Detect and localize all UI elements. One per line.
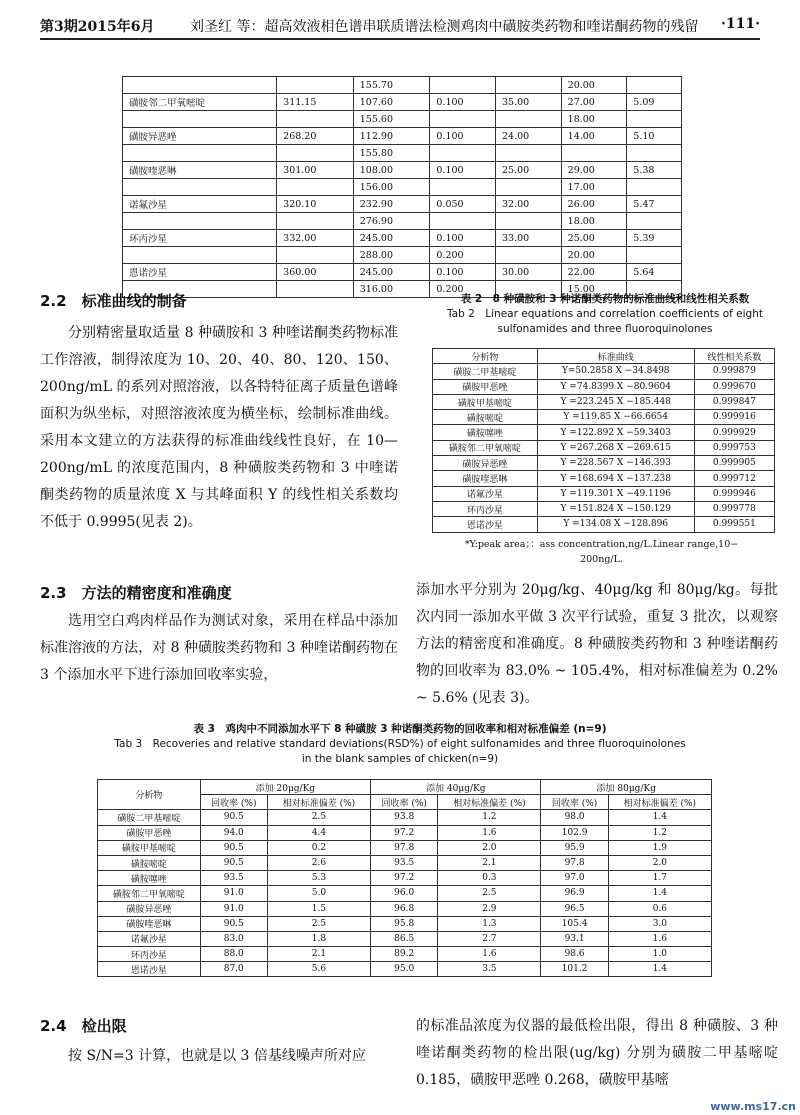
table-cell: Y =122.892 X −59.3403 — [537, 425, 694, 440]
table-cell — [496, 145, 562, 162]
table-1-row — [123, 128, 682, 145]
table-1-row — [123, 77, 682, 94]
table-cell: 155.70 — [353, 77, 430, 94]
table-cell: 0.100 — [430, 230, 496, 247]
table-3-caption-cn: 表 3 鸡肉中不同添加水平下 8 种磺胺 3 种诺酮类药物的回收率和相对标准偏差 (n=9) — [193, 723, 607, 735]
table-cell: 1.0 — [608, 947, 711, 962]
table-cell: 磺胺甲基嘧啶 — [98, 840, 201, 855]
table-cell: 0.999879 — [694, 364, 774, 379]
table-cell: 0.200 — [430, 281, 496, 298]
table-cell: 1.8 — [267, 931, 370, 946]
table-cell: 0.999551 — [694, 517, 774, 532]
table-cell: 磺胺喹恶啉 — [433, 471, 538, 486]
table-cell: 97.0 — [541, 871, 608, 886]
table-cell — [627, 145, 682, 162]
table-cell: 0.999670 — [694, 379, 774, 394]
table-cell: 3.5 — [438, 962, 541, 977]
table-cell: 0.999753 — [694, 440, 774, 455]
table-3-row — [98, 901, 712, 916]
table-cell: 91.0 — [200, 886, 267, 901]
table-cell: 98.6 — [541, 947, 608, 962]
table-cell: 101.2 — [541, 962, 608, 977]
table-1-row — [123, 111, 682, 128]
table-cell — [627, 111, 682, 128]
table-cell: 1.5 — [267, 901, 370, 916]
table-cell: 27.00 — [561, 94, 627, 111]
table-2-row — [433, 394, 775, 409]
table-cell: 32.00 — [496, 196, 562, 213]
table-cell: 0.050 — [430, 196, 496, 213]
table-cell: 102.9 — [541, 825, 608, 840]
table-cell: 108.00 — [353, 162, 430, 179]
table-cell: 0.999916 — [694, 410, 774, 425]
table-cell: 磺胺噻唑 — [433, 425, 538, 440]
table-cell: 18.00 — [561, 213, 627, 230]
table-cell: 96.8 — [371, 901, 438, 916]
table-cell: 磺胺二甲基嘧啶 — [98, 810, 201, 825]
t3-sub-recovery: 回收率 (%) — [541, 795, 608, 810]
table-cell: 磺胺甲恶唑 — [433, 379, 538, 394]
table-cell: 332.00 — [277, 230, 354, 247]
table-cell — [430, 77, 496, 94]
table-cell: 156.00 — [353, 179, 430, 196]
table-cell: 2.0 — [438, 840, 541, 855]
table-2-row — [433, 410, 775, 425]
table-2 — [432, 348, 775, 533]
table-cell: 0.999905 — [694, 456, 774, 471]
table-3-caption — [40, 722, 760, 767]
table-cell: 磺胺甲恶唑 — [98, 825, 201, 840]
table-cell: 89.2 — [371, 947, 438, 962]
table-cell: 91.0 — [200, 901, 267, 916]
section-2-3-paragraph-left: 选用空白鸡肉样品作为测试对象，采用在样品中添加标准溶液的方法，对 8 种磺胺类药物和 3 种喹诺酮药物在 3 个添加水平下进行添加回收率实验， — [40, 613, 398, 683]
table-cell: 环丙沙星 — [433, 501, 538, 516]
table-cell — [123, 179, 277, 196]
t3-level-40: 添加 40μg/Kg — [371, 780, 541, 795]
table-cell: 276.90 — [353, 213, 430, 230]
table-cell: 0.999847 — [694, 394, 774, 409]
table-cell — [496, 111, 562, 128]
table-cell: 磺胺噻唑 — [98, 871, 201, 886]
table-cell: 磺胺嘧啶 — [433, 410, 538, 425]
table-cell: 96.9 — [541, 886, 608, 901]
table-cell: 97.2 — [371, 871, 438, 886]
table-cell: 2.5 — [267, 916, 370, 931]
table-cell: Y =228.567 X −146.393 — [537, 456, 694, 471]
watermark: www.ms17.cn — [710, 1100, 796, 1113]
table-cell — [496, 77, 562, 94]
table-cell: 24.00 — [496, 128, 562, 145]
table-cell: 5.3 — [267, 871, 370, 886]
table-cell: 2.1 — [438, 855, 541, 870]
section-2-4-heading: 2.4 检出限 — [40, 1017, 127, 1035]
table-cell: 96.5 — [541, 901, 608, 916]
table-cell: 94.0 — [200, 825, 267, 840]
table-cell: 2.6 — [267, 855, 370, 870]
table-cell: 90.5 — [200, 840, 267, 855]
table-cell: 90.5 — [200, 916, 267, 931]
t2-header-curve: 标准曲线 — [537, 349, 694, 364]
table-cell: 20.00 — [561, 77, 627, 94]
table-2-row — [433, 364, 775, 379]
table-cell: 恩诺沙星 — [98, 962, 201, 977]
t3-sub-rsd: 相对标准偏差 (%) — [438, 795, 541, 810]
table-cell: 1.4 — [608, 962, 711, 977]
table-cell: 2.0 — [608, 855, 711, 870]
table-1-continued — [122, 76, 682, 298]
table-cell — [123, 77, 277, 94]
table-cell: Y =119.301 X −49.1196 — [537, 486, 694, 501]
table-cell: 22.00 — [561, 264, 627, 281]
t3-sub-recovery: 回收率 (%) — [200, 795, 267, 810]
table-cell — [627, 213, 682, 230]
table-cell — [277, 179, 354, 196]
table-cell: 311.15 — [277, 94, 354, 111]
table-cell: 98.0 — [541, 810, 608, 825]
table-cell: 磺胺甲基嘧啶 — [433, 394, 538, 409]
table-1-row — [123, 145, 682, 162]
table-cell: 诺氟沙星 — [123, 196, 277, 213]
table-cell — [277, 213, 354, 230]
table-cell: 105.4 — [541, 916, 608, 931]
table-cell: 0.999946 — [694, 486, 774, 501]
table-1-row — [123, 213, 682, 230]
table-3-caption-en-2: in the blank samples of chicken(n=9) — [301, 753, 499, 765]
table-cell: 2.5 — [438, 886, 541, 901]
table-cell — [277, 281, 354, 298]
table-1-row — [123, 196, 682, 213]
t3-level-20: 添加 20μg/Kg — [200, 780, 370, 795]
table-cell: 97.8 — [541, 855, 608, 870]
table-cell — [123, 247, 277, 264]
table-3-row — [98, 931, 712, 946]
table-cell: 88.0 — [200, 947, 267, 962]
table-cell: 磺胺喹恶啉 — [123, 162, 277, 179]
table-cell: 0.999778 — [694, 501, 774, 516]
issue-label: 第3期2015年6月 — [40, 19, 155, 35]
table-cell: 3.0 — [608, 916, 711, 931]
table-3-row — [98, 840, 712, 855]
table-cell: 1.6 — [438, 947, 541, 962]
table-cell: 155.80 — [353, 145, 430, 162]
table-cell: 97.8 — [371, 840, 438, 855]
table-cell: 26.00 — [561, 196, 627, 213]
table-cell: 恩诺沙星 — [433, 517, 538, 532]
table-2-note — [424, 537, 779, 567]
t3-level-80: 添加 80μg/Kg — [541, 780, 712, 795]
table-cell: 5.38 — [627, 162, 682, 179]
table-cell — [627, 179, 682, 196]
table-cell: 2.5 — [267, 810, 370, 825]
table-2-caption — [415, 292, 795, 337]
table-cell: 0.999712 — [694, 471, 774, 486]
table-cell: 0.999929 — [694, 425, 774, 440]
table-cell: Y =168.694 X −137.238 — [537, 471, 694, 486]
section-2-4-paragraph-left: 按 S/N=3 计算，也就是以 3 倍基线噪声所对应 — [68, 1048, 366, 1064]
table-cell: 4.4 — [267, 825, 370, 840]
table-cell: 环丙沙星 — [98, 947, 201, 962]
table-cell: 97.2 — [371, 825, 438, 840]
table-3-caption-en-1: Tab 3 Recoveries and relative standard deviations(RSD%) of eight sulfonamides and three fluoroquinolones — [114, 738, 686, 750]
table-cell: 25.00 — [561, 230, 627, 247]
section-2-3-heading: 2.3 方法的精密度和准确度 — [40, 584, 232, 602]
table-cell — [277, 145, 354, 162]
table-cell: 0.3 — [438, 871, 541, 886]
table-cell: 磺胺邻二甲氧嘧啶 — [98, 886, 201, 901]
table-cell — [277, 247, 354, 264]
table-cell: 93.8 — [371, 810, 438, 825]
table-3-row — [98, 871, 712, 886]
table-cell: 86.5 — [371, 931, 438, 946]
table-2-note-2: 200ng/L. — [580, 554, 623, 565]
table-cell: 112.90 — [353, 128, 430, 145]
table-cell: 316.00 — [353, 281, 430, 298]
table-cell: 1.3 — [438, 916, 541, 931]
table-cell: 107.60 — [353, 94, 430, 111]
table-2-caption-en-1: Tab 2 Linear equations and correlation coefficients of eight — [447, 308, 763, 320]
table-cell: 245.00 — [353, 264, 430, 281]
table-cell: 1.6 — [608, 931, 711, 946]
t3-sub-rsd: 相对标准偏差 (%) — [267, 795, 370, 810]
table-cell: 95.0 — [371, 962, 438, 977]
table-cell: 5.10 — [627, 128, 682, 145]
table-cell: 磺胺二甲基嘧啶 — [433, 364, 538, 379]
table-cell: 90.5 — [200, 810, 267, 825]
table-cell: Y =267.268 X −269.615 — [537, 440, 694, 455]
table-cell: 1.2 — [438, 810, 541, 825]
table-cell: 301.00 — [277, 162, 354, 179]
table-cell: 2.1 — [267, 947, 370, 962]
table-cell: 磺胺嘧啶 — [98, 855, 201, 870]
table-cell: 90.5 — [200, 855, 267, 870]
table-cell: 5.47 — [627, 196, 682, 213]
table-cell — [496, 213, 562, 230]
table-cell: 0.2 — [267, 840, 370, 855]
table-cell: 环丙沙星 — [123, 230, 277, 247]
table-cell: 1.6 — [438, 825, 541, 840]
table-cell: 0.200 — [430, 247, 496, 264]
table-cell: 35.00 — [496, 94, 562, 111]
table-cell: 1.2 — [608, 825, 711, 840]
table-cell: Y =119.85 X −66.6654 — [537, 410, 694, 425]
table-cell: 288.00 — [353, 247, 430, 264]
t3-sub-recovery: 回收率 (%) — [371, 795, 438, 810]
table-cell: 诺氟沙星 — [98, 931, 201, 946]
section-2-2-heading: 2.2 标准曲线的制备 — [40, 292, 187, 310]
table-cell: Y =223.245 X −185.448 — [537, 394, 694, 409]
table-cell: 5.64 — [627, 264, 682, 281]
section-2-4-paragraph-right: 的标准品浓度为仪器的最低检出限，得出 8 种磺胺、3 种喹诺酮类药物的检出限(ug/kg) 分别为磺胺二甲基嘧啶 0.185，磺胺甲恶唑 0.268，磺胺甲基嘧 — [416, 1018, 778, 1088]
table-cell: 磺胺邻二甲氧嘧啶 — [123, 94, 277, 111]
section-2-3-paragraph-right: 添加水平分别为 20μg/kg、40μg/kg 和 80μg/kg。每批次内同一添加水平做 3 次平行试验，重复 3 批次，以观察方法的精密度和准确度。8 种磺胺类药物和 3 种喹诺酮药物的回收率为 83.0% ~ 105.4%，相对标准偏差为 0.2% ~ 5.6% (见表 3)。 — [416, 582, 778, 706]
table-cell: 诺氟沙星 — [433, 486, 538, 501]
table-2-note-1: *Y:peak area；：ass concentration,ng/L.Linear range,10− — [464, 539, 739, 550]
table-cell — [277, 111, 354, 128]
table-cell: 磺胺异恶唑 — [123, 128, 277, 145]
table-3-row — [98, 962, 712, 977]
table-3-row — [98, 916, 712, 931]
table-cell: 232.90 — [353, 196, 430, 213]
table-cell: 96.0 — [371, 886, 438, 901]
table-cell: 29.00 — [561, 162, 627, 179]
table-cell — [561, 145, 627, 162]
table-cell: 0.100 — [430, 128, 496, 145]
table-cell — [123, 145, 277, 162]
table-cell: 2.9 — [438, 901, 541, 916]
table-3-row — [98, 947, 712, 962]
table-cell: 1.7 — [608, 871, 711, 886]
t2-header-r: 线性相关系数 — [694, 349, 774, 364]
table-cell: 0.100 — [430, 162, 496, 179]
table-cell: 17.00 — [561, 179, 627, 196]
table-cell: 93.5 — [200, 871, 267, 886]
table-cell: 30.00 — [496, 264, 562, 281]
table-cell: 15.00 — [561, 281, 627, 298]
table-2-row — [433, 486, 775, 501]
table-cell: 磺胺喹恶啉 — [98, 916, 201, 931]
table-cell — [123, 111, 277, 128]
table-2-row — [433, 501, 775, 516]
table-cell: 87.0 — [200, 962, 267, 977]
table-cell: 33.00 — [496, 230, 562, 247]
table-3-row — [98, 810, 712, 825]
table-1-row — [123, 247, 682, 264]
table-cell — [277, 77, 354, 94]
table-2-row — [433, 456, 775, 471]
table-cell — [627, 247, 682, 264]
table-cell: 5.09 — [627, 94, 682, 111]
table-cell — [430, 213, 496, 230]
table-1-row — [123, 230, 682, 247]
t3-sub-rsd: 相对标准偏差 (%) — [608, 795, 711, 810]
table-cell: 320.10 — [277, 196, 354, 213]
table-2-caption-en-2: sulfonamides and three fluoroquinolones — [497, 323, 713, 335]
table-cell: 268.20 — [277, 128, 354, 145]
table-1-row — [123, 162, 682, 179]
table-cell: 95.8 — [371, 916, 438, 931]
table-cell: 5.6 — [267, 962, 370, 977]
table-cell: Y=50.2858 X −34.8498 — [537, 364, 694, 379]
table-cell: 5.39 — [627, 230, 682, 247]
table-cell: 25.00 — [496, 162, 562, 179]
section-2-2-paragraph: 分别精密量取适量 8 种磺胺和 3 种喹诺酮类药物标准工作溶液，制得浓度为 10、20、40、80、120、150、200ng/mL 的系列对照溶液，以各特特征离子质量色谱峰面积为纵坐标，对照溶液浓度为横坐标，绘制标准曲线。采用本文建立的方法获得的标准曲线线性良好，在 10—200ng/mL 的浓度范围内，8 种磺胺类药物和 3 中喹诺酮类药物的质量浓度 X 与其峰面积 Y 的线性相关系数均不低于 0.9995(见表 2)。 — [40, 325, 398, 530]
table-3 — [97, 779, 712, 977]
table-cell — [430, 111, 496, 128]
table-cell: 磺胺异恶唑 — [433, 456, 538, 471]
table-cell: 1.4 — [608, 886, 711, 901]
table-3-row — [98, 855, 712, 870]
table-cell: 20.00 — [561, 247, 627, 264]
table-cell: 1.4 — [608, 810, 711, 825]
table-cell: 83.0 — [200, 931, 267, 946]
table-1-row — [123, 264, 682, 281]
table-cell — [496, 179, 562, 196]
table-3-row — [98, 825, 712, 840]
table-cell: Y =134.08 X −128.896 — [537, 517, 694, 532]
table-cell: 93.5 — [371, 855, 438, 870]
table-2-row — [433, 517, 775, 532]
t3-header-analyte: 分析物 — [98, 780, 201, 810]
table-cell: 93.1 — [541, 931, 608, 946]
table-2-row — [433, 425, 775, 440]
table-cell — [430, 179, 496, 196]
table-cell: 5.0 — [267, 886, 370, 901]
running-title: 刘圣红 等：超高效液相色谱串联质谱法检测鸡肉中磺胺类药物和喹诺酮药物的残留 — [190, 19, 699, 35]
table-2-row — [433, 440, 775, 455]
table-3-row — [98, 886, 712, 901]
table-cell: 磺胺邻二甲氧嘧啶 — [433, 440, 538, 455]
table-cell: 0.6 — [608, 901, 711, 916]
table-cell: 18.00 — [561, 111, 627, 128]
page-number: ·111· — [721, 16, 760, 32]
table-cell: Y =151.824 X −150.129 — [537, 501, 694, 516]
table-cell — [430, 145, 496, 162]
running-header — [40, 10, 760, 40]
table-2-row — [433, 379, 775, 394]
table-cell: 155.60 — [353, 111, 430, 128]
table-1-row — [123, 179, 682, 196]
table-cell: 245.00 — [353, 230, 430, 247]
table-cell — [627, 77, 682, 94]
t2-header-analyte: 分析物 — [433, 349, 538, 364]
table-cell: 95.9 — [541, 840, 608, 855]
table-cell: 恩诺沙星 — [123, 264, 277, 281]
table-cell — [496, 247, 562, 264]
table-cell: 2.7 — [438, 931, 541, 946]
table-cell: 1.9 — [608, 840, 711, 855]
table-cell: 磺胺异恶唑 — [98, 901, 201, 916]
table-2-caption-cn: 表 2 8 种磺胺和 3 种诺酮类药物的标准曲线和线性相关系数 — [460, 293, 750, 305]
table-cell: Y =74.8399 X −80.9604 — [537, 379, 694, 394]
table-2-row — [433, 471, 775, 486]
table-cell — [123, 213, 277, 230]
table-cell: 0.100 — [430, 94, 496, 111]
table-1-row — [123, 94, 682, 111]
table-cell: 14.00 — [561, 128, 627, 145]
table-cell: 0.100 — [430, 264, 496, 281]
table-cell: 360.00 — [277, 264, 354, 281]
